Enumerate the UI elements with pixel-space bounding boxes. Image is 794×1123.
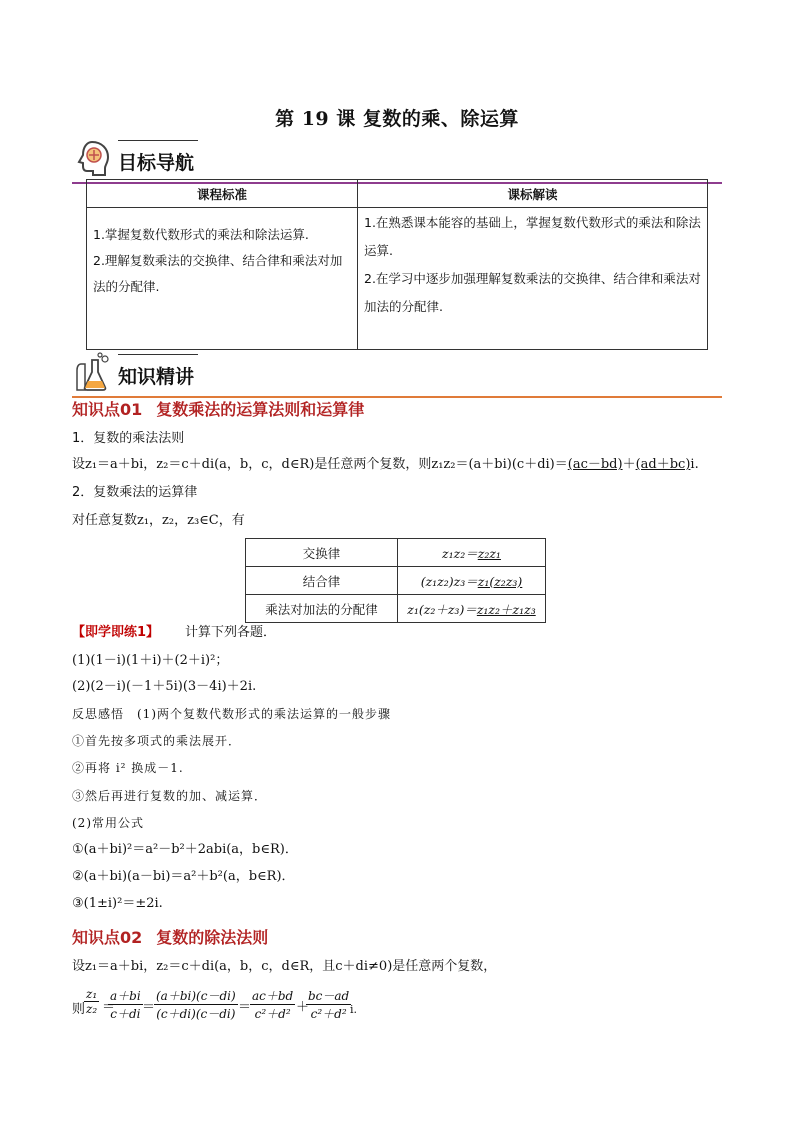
- fraction: $\frac{ac+bd}{\text{c²＋d²}}$: [252, 989, 294, 1021]
- rule-plus: ＋: [622, 457, 636, 472]
- rule-real-part: (ac－bd): [567, 457, 623, 472]
- division-formula: [72, 985, 392, 1025]
- practice-line: [72, 624, 276, 642]
- practice-question: (1)(1－i)(1＋i)＋(2＋i)²；: [72, 653, 229, 668]
- section-header-knowledge: [72, 352, 722, 398]
- law-lhs: (z₁z₂)z₃＝: [420, 573, 478, 589]
- law-formula: [398, 539, 546, 567]
- table-row: [246, 567, 546, 595]
- law-name: 乘法对加法的分配律: [246, 595, 398, 623]
- section-title-knowledge: 知识精讲: [118, 366, 195, 388]
- multiplication-rule: [72, 456, 699, 474]
- imag-unit: i.: [350, 1003, 358, 1016]
- knowledge-point-heading: [72, 397, 364, 420]
- flask-icon: [72, 352, 112, 392]
- law-rhs: z₁z₂＋z₁z₃: [476, 601, 536, 617]
- knowledge-point-heading: [72, 925, 268, 948]
- interpretation-item: 1.在熟悉课本能容的基础上，掌握复数代数形式的乘法和除法运算.: [364, 215, 701, 258]
- practice-tag: 【即学即练1】: [72, 625, 160, 640]
- practice-prompt: 计算下列各题．: [185, 625, 277, 640]
- section-header-line: [118, 354, 198, 355]
- formula-line: ②(a＋bi)(a－bi)＝a²＋b²(a，b∈R)．: [72, 869, 295, 884]
- table-row: [246, 595, 546, 623]
- subheading: 2．复数乘法的运算律: [72, 485, 198, 500]
- reflection-line: ①首先按多项式的乘法展开．: [72, 734, 242, 748]
- reflection-line: 反思感悟 (1)两个复数代数形式的乘法运算的一般步骤: [72, 707, 392, 721]
- table-row: [246, 539, 546, 567]
- standard-item: 2.理解复数乘法的交换律、结合律和乘法对加法的分配律.: [93, 253, 343, 294]
- equals: ＝: [102, 1000, 116, 1015]
- formula-line: ①(a＋bi)²＝a²－b²＋2abi(a，b∈R)．: [72, 842, 298, 857]
- laws-table: [245, 538, 546, 623]
- rule-text: 设z₁＝a＋bi，z₂＝c＋di(a，b，c，d∈R)是任意两个复数，则z₁z₂＝(a＋bi)(c＋di)＝: [72, 457, 568, 472]
- equals: ＝: [142, 1000, 156, 1015]
- knowledge-point-number: 知识点01: [72, 400, 143, 419]
- standards-table: [86, 179, 708, 350]
- standard-item: 1.掌握复数代数形式的乘法和除法运算.: [93, 227, 309, 242]
- table-header-standard: 课程标准: [87, 180, 358, 208]
- interpretation-cell: [358, 208, 708, 350]
- law-lhs: z₁z₂＝: [442, 545, 478, 561]
- law-name: 结合律: [246, 567, 398, 595]
- reflection-line: ②再将 i² 换成－1.: [72, 761, 184, 775]
- fraction: $\frac{\text{z₁}}{\text{z₂}}$: [86, 987, 98, 1016]
- knowledge-point-title: 复数乘法的运算法则和运算律: [156, 400, 365, 419]
- division-rule: 设z₁＝a＋bi，z₂＝c＋di(a，b，c，d∈R，且c＋di≠0)是任意两个复数，: [72, 959, 497, 974]
- equals: ＝: [238, 1000, 252, 1015]
- rule-imag-part: (ad＋bc): [635, 457, 691, 472]
- section-title-goal: 目标导航: [118, 152, 195, 174]
- reflection-line: (2)常用公式: [72, 816, 144, 830]
- law-lhs: z₁(z₂＋z₃)＝: [407, 601, 477, 617]
- fraction: $\frac{bc-ad}{\text{c²＋d²}}$: [308, 989, 350, 1021]
- then-text: 则: [72, 1002, 86, 1017]
- knowledge-point-number: 知识点02: [72, 928, 143, 947]
- formula-line: ③(1±i)²＝±2i.: [72, 896, 163, 911]
- knowledge-point-title: 复数的除法法则: [156, 928, 269, 947]
- law-rhs: z₂z₁: [477, 545, 501, 561]
- table-header-interpretation: 课标解读: [358, 180, 708, 208]
- page-title: 第 19 课 复数的乘、除运算: [275, 108, 519, 130]
- law-name: 交换律: [246, 539, 398, 567]
- law-formula: [398, 567, 546, 595]
- law-formula: [398, 595, 546, 623]
- section-header-line: [118, 140, 198, 141]
- subheading: 1．复数的乘法法则: [72, 431, 185, 446]
- law-rhs: z₁(z₂z₃): [477, 573, 523, 589]
- laws-intro: 对任意复数z₁，z₂，z₃∈C，有: [72, 513, 245, 528]
- practice-question: (2)(2－i)(－1＋5i)(3－4i)＋2i.: [72, 679, 257, 694]
- reflection-line: ③然后再进行复数的加、减运算．: [72, 789, 268, 803]
- rule-end: i.: [690, 457, 699, 472]
- standard-cell: [87, 208, 358, 350]
- fraction: $\frac{(a+bi)(c-di)}{(c+di)(c-di)}$: [156, 989, 236, 1021]
- fraction: $\frac{a+bi}{c+di}$: [110, 989, 141, 1021]
- brain-head-icon: [72, 138, 112, 178]
- interpretation-item: 2.在学习中逐步加强理解复数乘法的交换律、结合律和乘法对加法的分配律.: [364, 271, 701, 314]
- section-header-goal: [72, 138, 722, 184]
- plus: ＋: [296, 1000, 310, 1015]
